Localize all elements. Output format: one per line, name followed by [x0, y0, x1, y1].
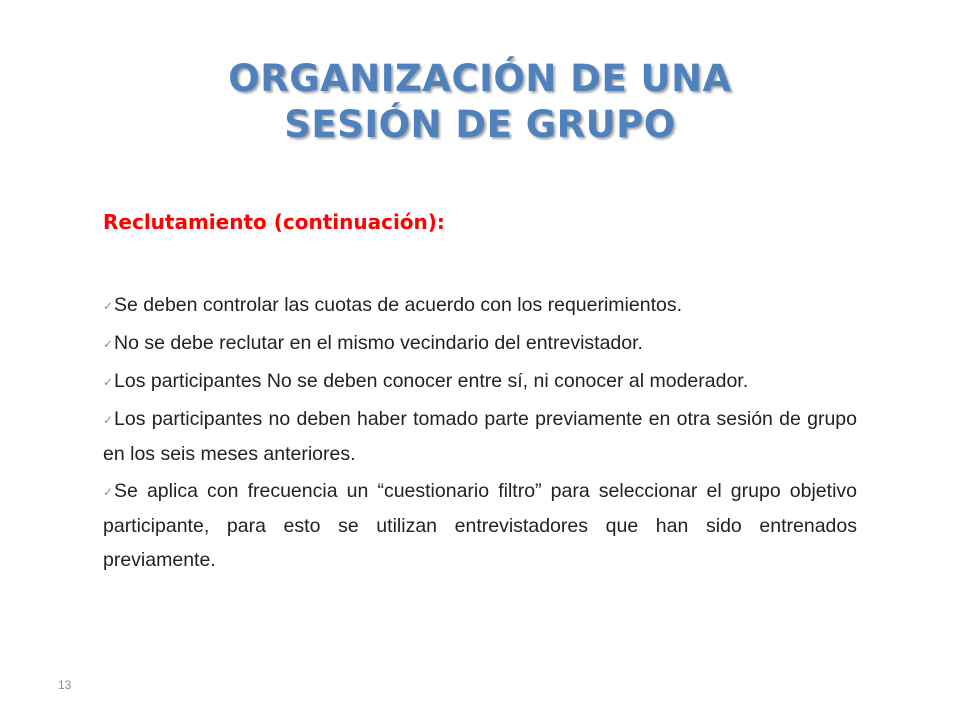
bullet-item [103, 474, 857, 577]
bullet-text: Se deben controlar las cuotas de acuerdo con los requerimientos. [114, 294, 683, 316]
bullet-item [103, 402, 857, 471]
check-mark-icon: ✓ [103, 413, 114, 427]
check-mark-icon: ✓ [103, 299, 114, 313]
slide-title [0, 56, 960, 148]
slide-title-line-1: ORGANIZACIÓN DE UNA [228, 57, 732, 100]
bullet-text: Se aplica con frecuencia un “cuestionario filtro” para seleccionar el grupo objetivo participante, para esto se utilizan entrevistadores que han sido entrenados previamente. [103, 480, 857, 571]
bullet-item [103, 326, 857, 361]
check-mark-icon: ✓ [103, 375, 114, 389]
page-number: 13 [58, 678, 72, 692]
bullet-text: Los participantes No se deben conocer entre sí, ni conocer al moderador. [114, 370, 749, 392]
bullet-item [103, 364, 857, 399]
bullet-text: Los participantes no deben haber tomado parte previamente en otra sesión de grupo en los seis meses anteriores. [103, 408, 857, 465]
check-mark-icon: ✓ [103, 485, 114, 499]
section-subheading: Reclutamiento (continuación): [103, 210, 445, 234]
bullet-list [103, 288, 857, 580]
bullet-text: No se debe reclutar en el mismo vecindario del entrevistador. [114, 332, 643, 354]
slide-title-line-2: SESIÓN DE GRUPO [284, 103, 676, 146]
bullet-item [103, 288, 857, 323]
check-mark-icon: ✓ [103, 337, 114, 351]
